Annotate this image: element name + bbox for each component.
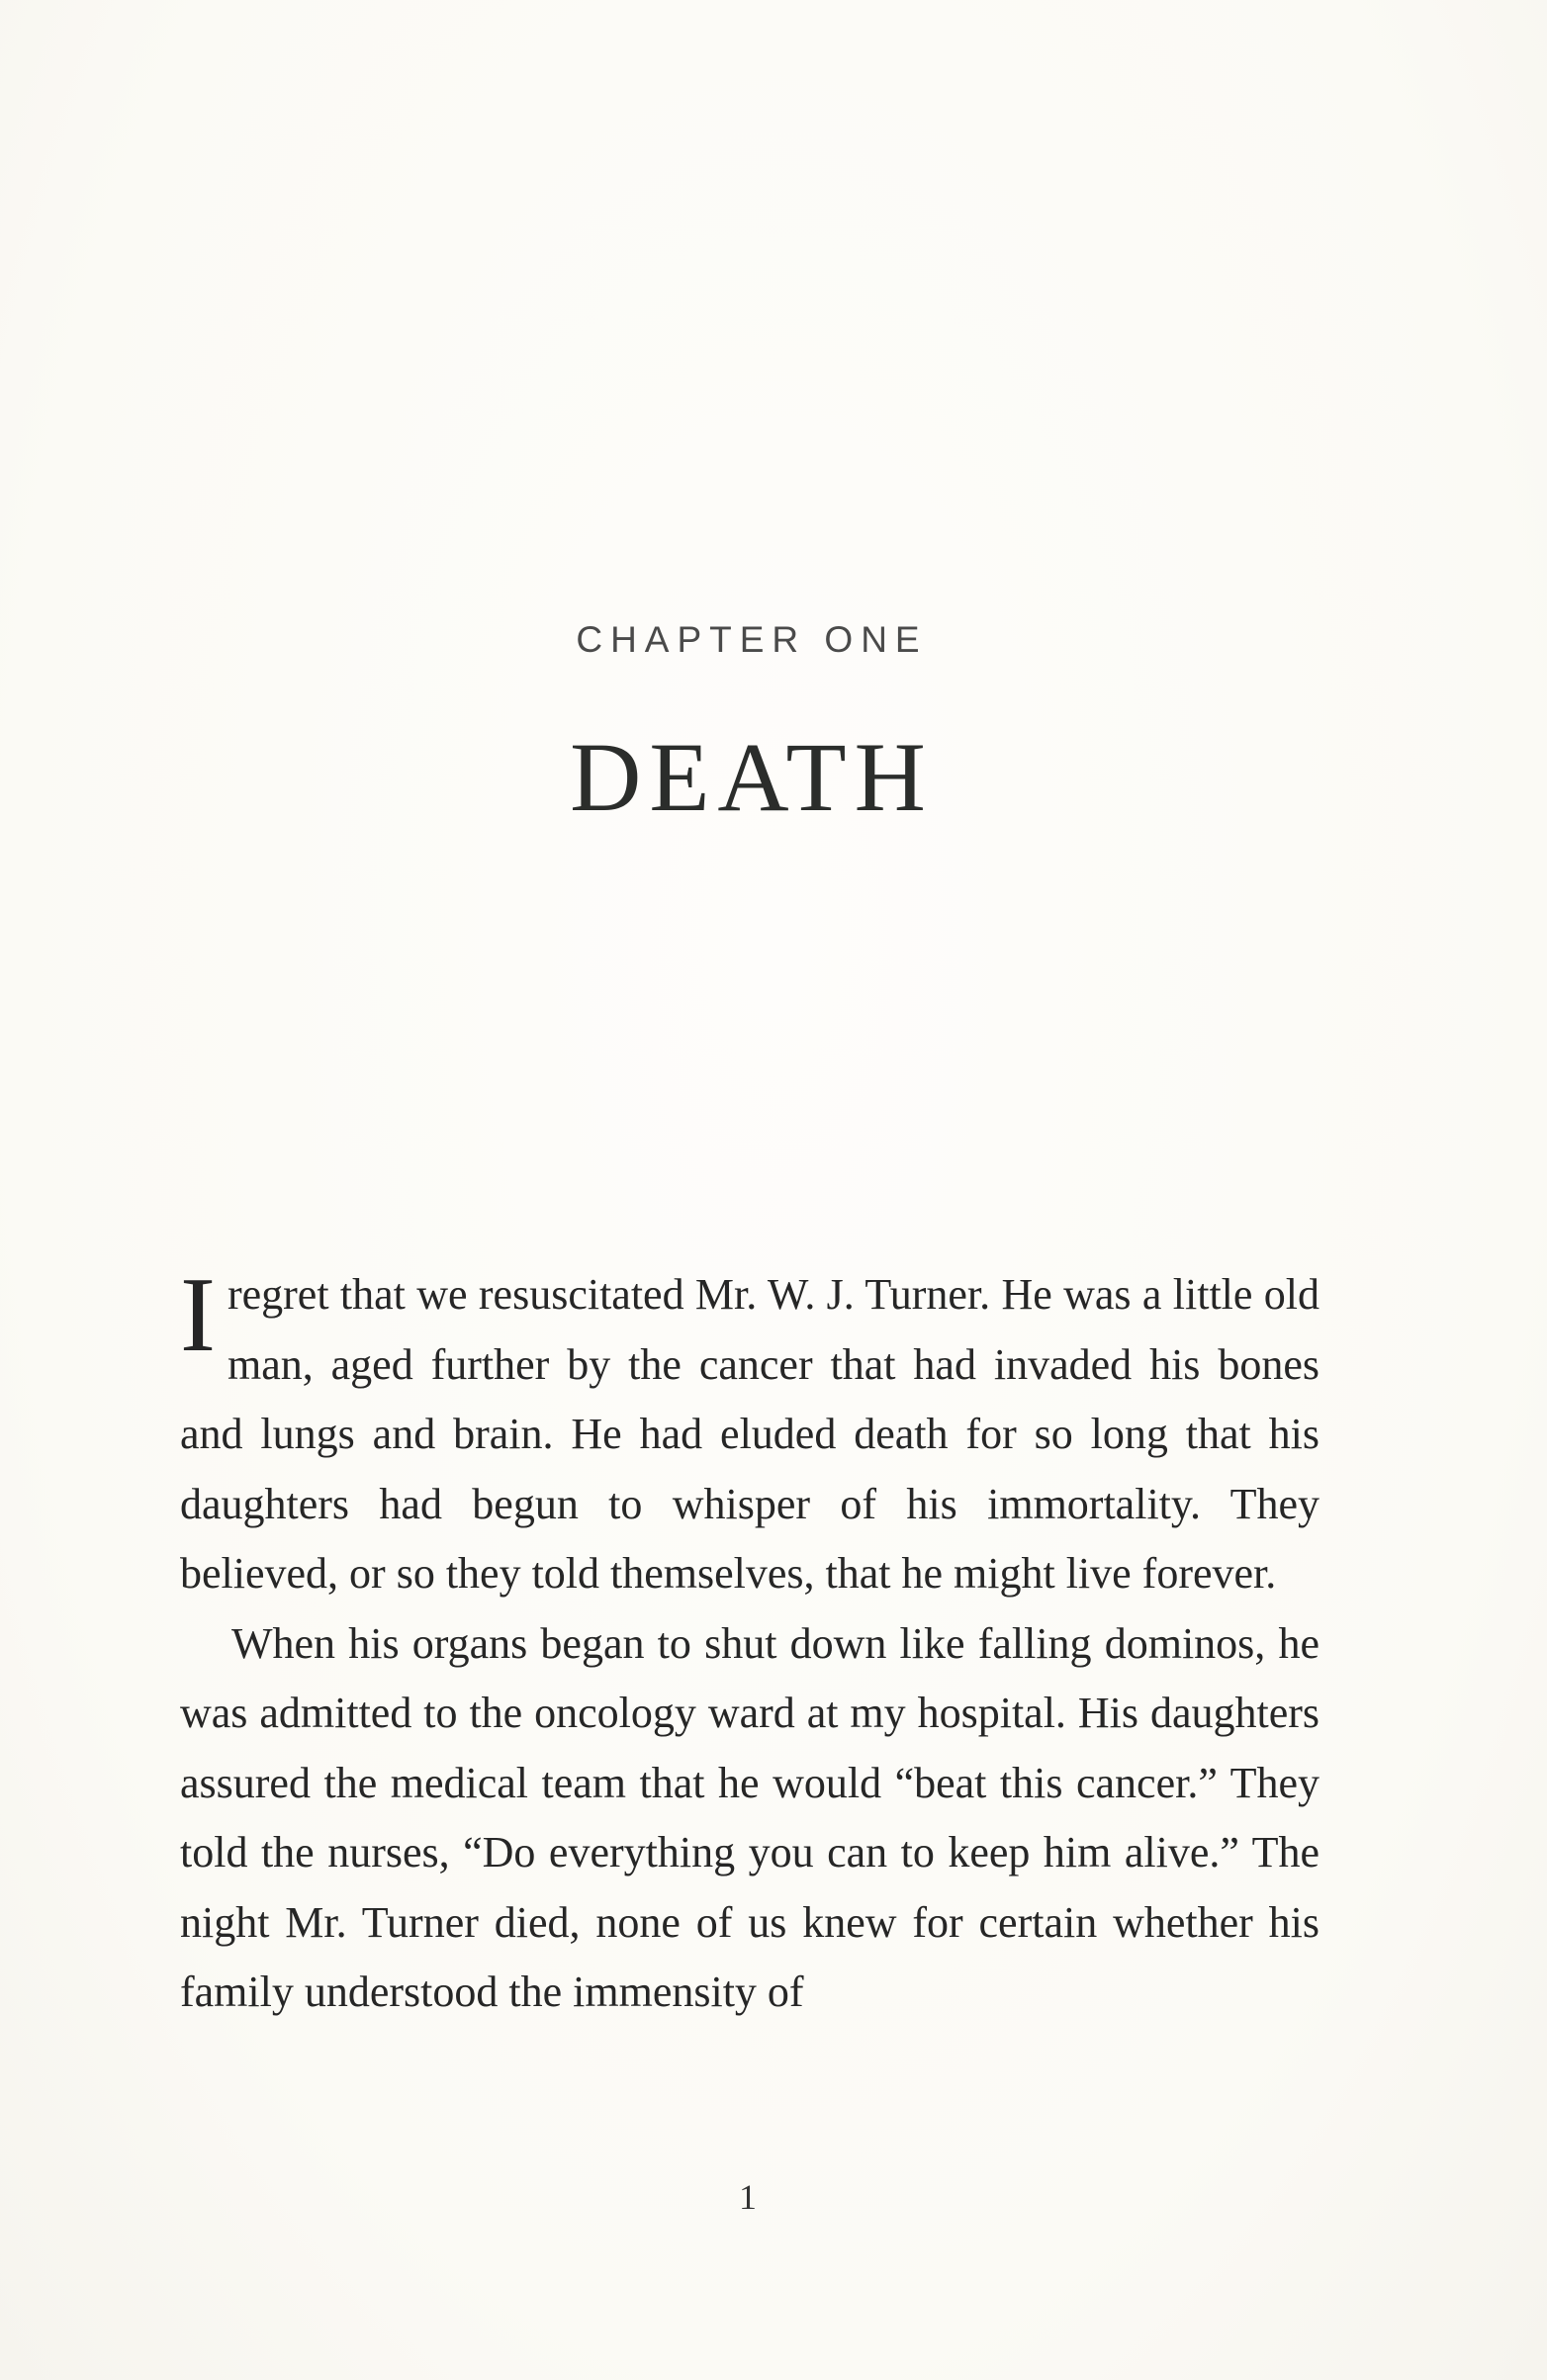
paragraph-1-text: regret that we resuscitated Mr. W. J. Turner. He was a little old man, aged further by the cancer that had invaded his bones and lungs and brain. He had eluded death for so long that his daughters had begun to whisper of his immortality. They believed, or so they told themselves, that he might live forever. [180,1270,1320,1598]
paragraph-2: When his organs began to shut down like falling dominos, he was admitted to the oncology ward at my hospital. His daughters assured the medical team that he would “beat this cancer.” They told the nurses, “Do everything you can to keep him alive.” The night Mr. Turner died, none of us knew for certain whether his family understood the immensity of [180,1618,1320,2016]
paragraph-1 [180,1256,1320,1609]
chapter-title: DEATH [570,722,934,832]
page-number: 1 [739,2177,757,2217]
drop-cap: I [180,1256,216,1374]
chapter-label: CHAPTER ONE [576,619,928,660]
body-text [180,1256,1320,2028]
